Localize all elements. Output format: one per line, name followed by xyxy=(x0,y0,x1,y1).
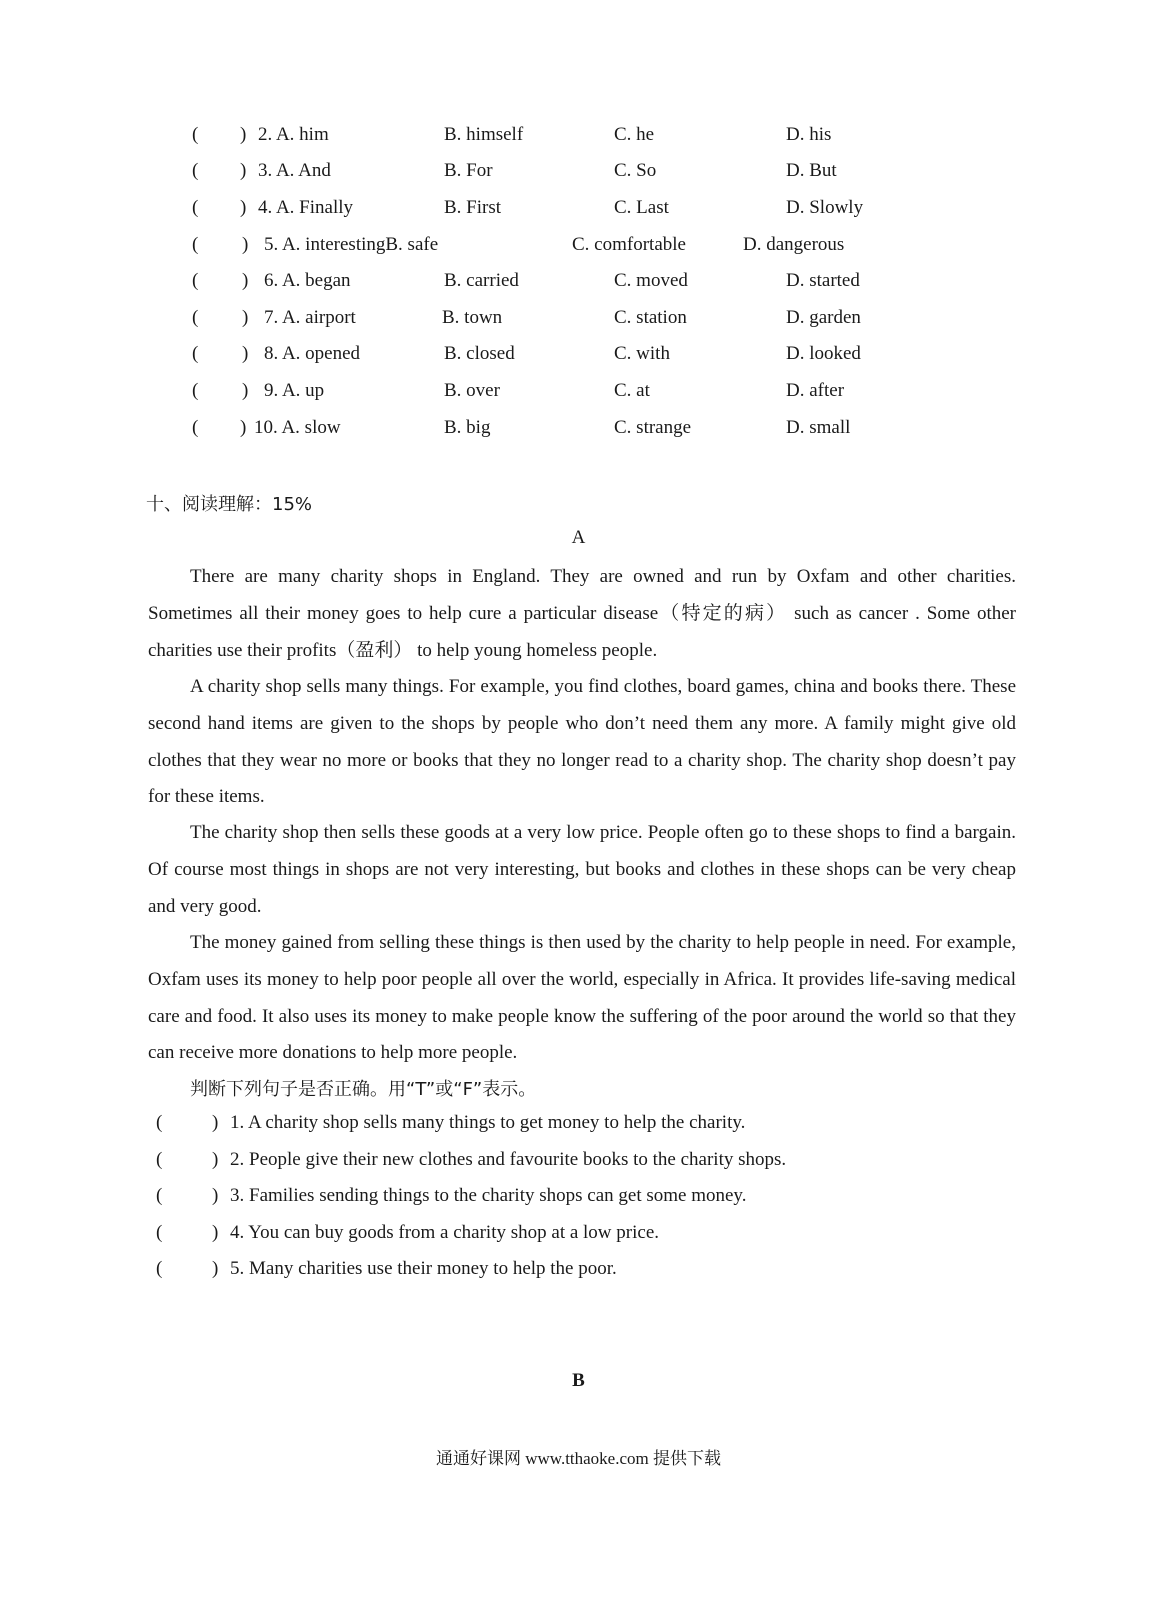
tf-question-row xyxy=(0,1185,1157,1215)
mc-option-a: 3. A. And xyxy=(258,160,331,181)
mc-option-b: B. carried xyxy=(444,270,519,291)
close-paren: ) xyxy=(212,1112,219,1133)
mc-option-d: D. after xyxy=(786,380,845,401)
mc-option-a: 6. A. began xyxy=(264,270,351,291)
close-paren: ) xyxy=(212,1185,219,1206)
close-paren: ) xyxy=(212,1258,219,1279)
mc-question-row xyxy=(0,197,1157,227)
open-paren: ( xyxy=(156,1149,163,1170)
tf-question-text: 5. Many charities use their money to help the poor. xyxy=(230,1258,617,1279)
mc-option-c: C. comfortable xyxy=(572,234,686,255)
close-paren: ) xyxy=(242,380,249,401)
mc-question-row xyxy=(0,160,1157,190)
tf-question-row xyxy=(0,1112,1157,1142)
open-paren: ( xyxy=(192,343,199,364)
open-paren: ( xyxy=(192,307,199,328)
mc-option-b: B. big xyxy=(444,417,491,438)
mc-option-c: C. station xyxy=(614,307,687,328)
close-paren: ) xyxy=(242,307,249,328)
close-paren: ) xyxy=(212,1222,219,1243)
mc-question-row xyxy=(0,380,1157,410)
close-paren: ) xyxy=(242,343,249,364)
tf-question-text: 4. You can buy goods from a charity shop at a low price. xyxy=(230,1222,660,1243)
passage-paragraph: A charity shop sells many things. For example, you find clothes, board games, china and books there. These second hand items are given to the shops by people who don’t need them any more. A family might give old clothes that they wear no more or books that they no longer read to a charity shop. The charity shop doesn’t pay for these items. xyxy=(148,676,1016,808)
tf-instruction: 判断下列句子是否正确。用“T”或“F”表示。 xyxy=(190,1079,537,1100)
open-paren: ( xyxy=(156,1222,163,1243)
mc-option-a: 4. A. Finally xyxy=(258,197,354,218)
mc-option-a: 10. A. slow xyxy=(254,417,341,438)
mc-option-d: D. small xyxy=(786,417,851,438)
tf-question-row xyxy=(0,1222,1157,1252)
mc-option-a: 9. A. up xyxy=(264,380,325,401)
mc-option-d: D. started xyxy=(786,270,860,291)
mc-option-a: 2. A. him xyxy=(258,124,329,145)
mc-option-c: C. with xyxy=(614,343,670,364)
mc-option-b: B. over xyxy=(444,380,500,401)
mc-option-c: C. So xyxy=(614,160,657,181)
mc-option-c: C. he xyxy=(614,124,655,145)
close-paren: ) xyxy=(240,197,247,218)
section-title: 十、阅读理解：15% xyxy=(146,494,313,515)
close-paren: ) xyxy=(240,160,247,181)
mc-option-d: D. Slowly xyxy=(786,197,864,218)
close-paren: ) xyxy=(242,270,249,291)
close-paren: ) xyxy=(212,1149,219,1170)
mc-question-row xyxy=(0,307,1157,337)
mc-question-row xyxy=(0,124,1157,154)
tf-question-text: 3. Families sending things to the charity shops can get some money. xyxy=(230,1185,747,1206)
close-paren: ) xyxy=(240,124,247,145)
mc-option-d: D. garden xyxy=(786,307,861,328)
open-paren: ( xyxy=(192,234,199,255)
open-paren: ( xyxy=(192,124,199,145)
close-paren: ) xyxy=(242,234,249,255)
passage-paragraph: The charity shop then sells these goods at a very low price. People often go to these shops to find a bargain. Of course most things in shops are not very interesting, but books and clothes in these shops can be very cheap and very good. xyxy=(148,822,1016,917)
mc-option-a: 8. A. opened xyxy=(264,343,361,364)
mc-option-d: D. But xyxy=(786,160,837,181)
mc-option-a: 7. A. airport xyxy=(264,307,356,328)
passage-b-label: B xyxy=(572,1370,585,1391)
mc-option-b: B. First xyxy=(444,197,502,218)
open-paren: ( xyxy=(156,1112,163,1133)
mc-question-row xyxy=(0,234,1157,264)
mc-option-b: B. town xyxy=(442,307,503,328)
tf-question-text: 2. People give their new clothes and favourite books to the charity shops. xyxy=(230,1149,787,1170)
close-paren: ) xyxy=(240,417,247,438)
mc-option-c: C. Last xyxy=(614,197,669,218)
open-paren: ( xyxy=(156,1185,163,1206)
mc-option-d: D. looked xyxy=(786,343,861,364)
open-paren: ( xyxy=(192,160,199,181)
open-paren: ( xyxy=(192,270,199,291)
tf-question-text: 1. A charity shop sells many things to get money to help the charity. xyxy=(230,1112,746,1133)
mc-option-b: B. For xyxy=(444,160,493,181)
mc-option-a: 5. A. interestingB. safe xyxy=(264,234,439,255)
mc-option-c: C. strange xyxy=(614,417,692,438)
open-paren: ( xyxy=(192,197,199,218)
mc-option-b: B. closed xyxy=(444,343,515,364)
passage-paragraph: The money gained from selling these things is then used by the charity to help people in need. For example, Oxfam uses its money to help poor people all over the world, especially in Africa. It provides life-saving medical care and food. It also uses its money to make people know the suffering of the poor around the world so that they can receive more donations to help more people. xyxy=(148,932,1016,1064)
mc-question-row xyxy=(0,270,1157,300)
passage-a-label: A xyxy=(571,527,586,548)
mc-option-d: D. his xyxy=(786,124,832,145)
mc-question-row xyxy=(0,343,1157,373)
mc-option-b: B. himself xyxy=(444,124,524,145)
tf-question-row xyxy=(0,1258,1157,1288)
tf-question-row xyxy=(0,1149,1157,1179)
mc-option-c: C. moved xyxy=(614,270,688,291)
page-footer: 通通好课网 www.tthaoke.com 提供下载 xyxy=(435,1449,722,1468)
passage-paragraph: There are many charity shops in England. They are owned and run by Oxfam and other charities. Sometimes all their money goes to help cure a particular disease（特定的病） such as cancer . Some other charities use their profits（盈利） to help young homeless people. xyxy=(148,566,1016,661)
open-paren: ( xyxy=(192,417,199,438)
open-paren: ( xyxy=(192,380,199,401)
mc-option-c: C. at xyxy=(614,380,650,401)
mc-question-row xyxy=(0,417,1157,447)
mc-option-d: D. dangerous xyxy=(743,234,845,255)
open-paren: ( xyxy=(156,1258,163,1279)
